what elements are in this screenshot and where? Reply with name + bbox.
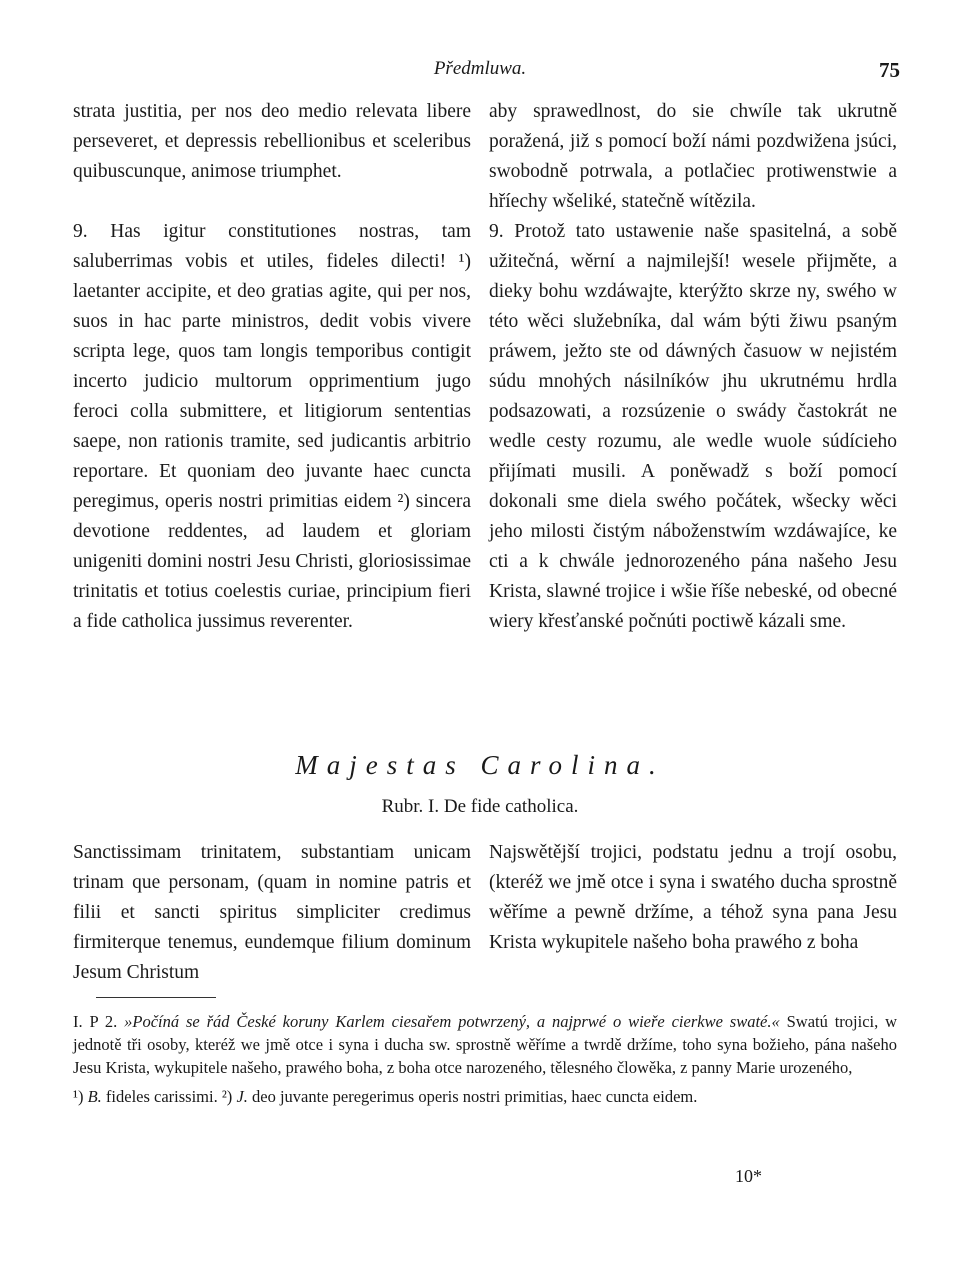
page-number: 75 (879, 58, 900, 82)
footnote-2 (73, 1085, 897, 1108)
footnotes (73, 1010, 897, 1108)
footnote-2-source-2: J. (236, 1087, 248, 1106)
footnote-2-mark-1: ¹) (73, 1087, 84, 1106)
footnote-2-mark-2: ²) (221, 1087, 233, 1106)
czech-column-top (489, 97, 897, 637)
signature-mark: 10* (735, 1166, 762, 1186)
latin-paragraph-2: 9. Has igitur constitutiones nostras, tam saluberrimas vobis et utiles, fideles dilecti! ¹) laetanter accipite, et deo gratias agite, qui per nos, suos in hac parte ministros, dedit vobis vivere scripta lege, quos tam longis temporibus contigit incerto judicio multorum opprimentium jugo feroci colla submittere, et litigiorum sententias saepe, non rationis tramite, sed judicantis arbitrio reportare. Et quoniam deo juvante haec cuncta peregimus, operis nostri primitias eidem ²) sincera devotione reddentes, ad laudem et gloriam unigeniti domini nostri Jesu Christi, gloriosissimae trinitatis et totius coelestis curiae, principium fieri a fide catholica jussimus reverenter. (73, 221, 471, 632)
section-title: Majestas Carolina. (295, 750, 665, 780)
footnote-2-text-2: deo juvante peregerimus operis nostri primitias, haec cuncta eidem. (252, 1087, 698, 1106)
footnote-2-text-1: fideles carissimi. (105, 1087, 218, 1106)
czech-paragraph-2: 9. Protož tato ustawenie naše spasitelná, a sobě užitečná, wěrní a najmilejší! wesele přijměte, a dieky bohu wzdáwajte, kterýžto skrze ny, swého w této wěci služebníka, dal wám býti žiwu psaným práwem, ježto ste od dáwných časuow w nejistém súdu mnohých násilníków jhu ukrutnému hrdla podsazowati, a rozsúzenie o swády častokrát ne wedle cesty rozumu, ale wedle wuole súdícieho přijímati musili. A poněwadž s boží pomocí dokonali sme diela swého počátek, wšecky wěci jeho milosti čistým náboženstwím wzdáwajíce, ke cti a k chwále jednorozeného pána našeho Jesu Krista, slawné trojice i wšie říše nebeské, od obecné wiery křesťanské počnúti poctiwě kázali sme. (489, 221, 897, 632)
footnote-2-source-1: B. (87, 1087, 102, 1106)
footnote-divider (96, 997, 216, 998)
latin-rubric-text: Sanctissimam trinitatem, substantiam unicam trinam que personam, (quam in nomine patris et filii et sancti spiritus simpliciter credimus firmiterque tenemus, eundemque filium dominum Jesum Christum (73, 842, 471, 983)
footnote-1-lead: I. P 2. (73, 1012, 118, 1031)
latin-column-top (73, 97, 471, 637)
rubric-heading: Rubr. I. De fide catholica. (381, 796, 579, 817)
latin-paragraph-1: strata justitia, per nos deo medio relevata libere perseveret, et depressis rebellionibus et sceleribus quibuscunque, animose triumphet. (73, 101, 471, 182)
footnote-1-text: Swatú trojici, w jednotě tři osoby, kteréž we jmě otce i syna i ducha sw. sprostně wěříme a twrdě držíme, toho syna božieho, pána našeho Jesu Krista, wykupitele našeho, prawého boha, z boha otce narozeného, tělesného člowěka, z panny Marie urozeného, (73, 1012, 898, 1077)
latin-column-bottom (73, 838, 471, 988)
czech-rubric-text: Najswětější trojici, podstatu jednu a trojí osobu, (kteréž we jmě otce i syna i swatého ducha sprostně wěříme a pewně držíme, a téhož syna pana Jesu Krista wykupitele našeho boha prawého z boha (489, 842, 897, 953)
running-head (0, 58, 960, 88)
footnote-1-italic: »Počíná se řád České koruny Karlem ciesařem potwrzený, a najprwé o wieře cierkwe swaté.« (124, 1012, 780, 1031)
czech-paragraph-1: aby sprawedlnost, do sie chwíle tak ukrutně poražená, již s pomocí boží námi pozdwižena jsúci, swobodně potrwala, a potlačiec protiwenstwie a hříechy wšeliké, statečně wítězila. (489, 101, 897, 212)
czech-column-bottom (489, 838, 897, 958)
footnote-1 (73, 1010, 897, 1079)
running-title: Předmluwa. (433, 58, 527, 79)
